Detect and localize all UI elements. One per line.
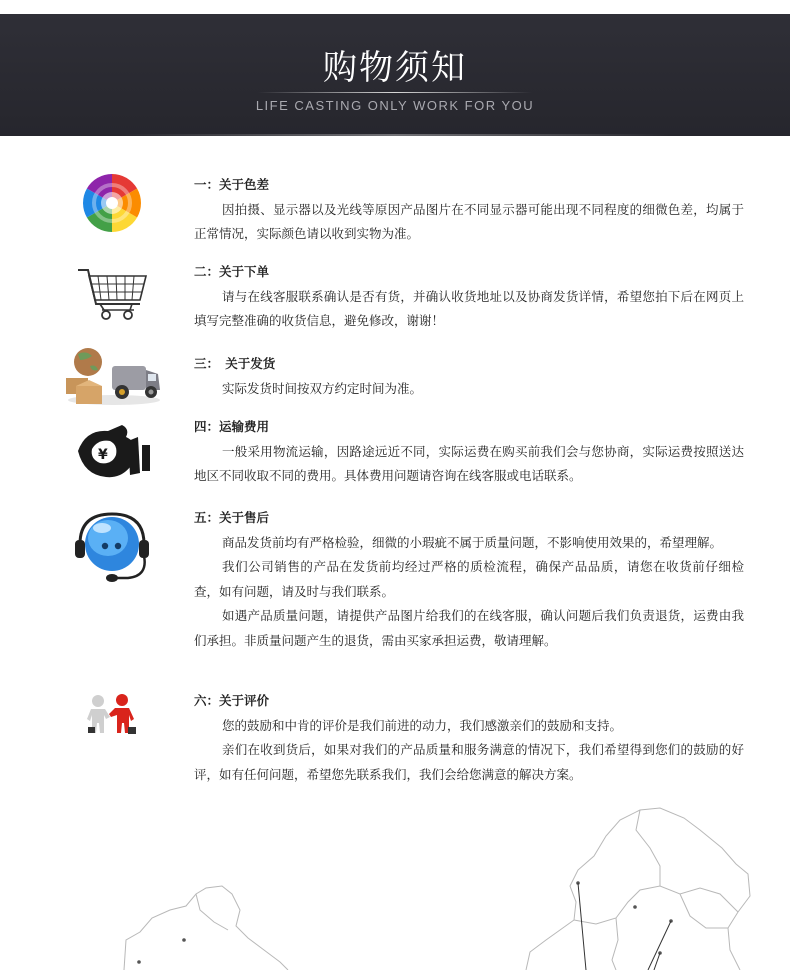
section-paragraph: 商品发货前均有严格检验，细微的小瑕疵不属于质量问题，不影响使用效果的，希望理解。: [222, 534, 723, 550]
decorative-map-outline: [0, 790, 790, 974]
section-paragraph: 如遇产品质量问题，请提供产品图片给我们的在线客服，确认问题后我们负责退货，运费由我们承担。非质量问题产生的退货，需由买家承担运费，敬请理解。: [194, 608, 744, 648]
section-shipping: [194, 352, 744, 401]
section-paragraph: 请与在线客服联系确认是否有货，并确认收货地址以及协商发货详情，希望您拍下后在网页上填写完整准确的收货信息，避免修改，谢谢！: [194, 288, 744, 328]
section-title: 三： 关于发货: [194, 356, 276, 371]
title-divider: [258, 92, 532, 93]
section-ordering: [194, 260, 744, 334]
delivery-truck-icon: [62, 344, 164, 412]
section-freight-cost: [194, 415, 744, 489]
section-color-difference: [194, 173, 744, 247]
section-reviews: [194, 689, 744, 787]
section-title: 四：运输费用: [194, 419, 270, 434]
section-title: 二：关于下单: [194, 264, 270, 279]
section-after-sales: [194, 506, 744, 653]
banner-bottom-glow: [120, 134, 670, 136]
header-banner: [0, 14, 790, 136]
svg-text:¥: ¥: [98, 447, 108, 463]
section-paragraph: 您的鼓励和中肯的评价是我们前进的动力，我们感激亲们的鼓励和支持。: [222, 717, 623, 733]
section-paragraph: 一般采用物流运输，因路途远近不同，实际运费在购买前我们会与您协商，实际运费按照送达地区不同收取不同的费用。具体费用问题请咨询在线客服或电话联系。: [194, 443, 744, 483]
section-title: 五：关于售后: [194, 510, 270, 525]
page-subtitle: LIFE CASTING ONLY WORK FOR YOU: [255, 98, 535, 113]
handshake-icon: [84, 693, 138, 743]
customer-service-icon: [72, 510, 154, 590]
section-title: 六：关于评价: [194, 693, 270, 708]
section-title: 一：关于色差: [194, 177, 270, 192]
section-paragraph: 因拍摄、显示器以及光线等原因产品图片在不同显示器可能出现不同程度的细微色差，均属于正常情况，实际颜色请以收到实物为准。: [194, 201, 744, 241]
shipping-money-icon: [72, 421, 154, 487]
section-paragraph: 亲们在收到货后，如果对我们的产品质量和服务满意的情况下，我们希望得到您们的鼓励的好评，如有任何问题，希望您先联系我们，我们会给您满意的解决方案。: [194, 742, 744, 782]
shopping-cart-icon: [76, 266, 150, 326]
color-wheel-icon: [82, 173, 142, 237]
section-paragraph: 我们公司销售的产品在发货前均经过严格的质检流程，确保产品品质，请您在收货前仔细检查，如有问题，请及时与我们联系。: [194, 559, 744, 599]
page-title: 购物须知: [323, 48, 467, 88]
section-paragraph: 实际发货时间按双方约定时间为准。: [222, 380, 423, 396]
